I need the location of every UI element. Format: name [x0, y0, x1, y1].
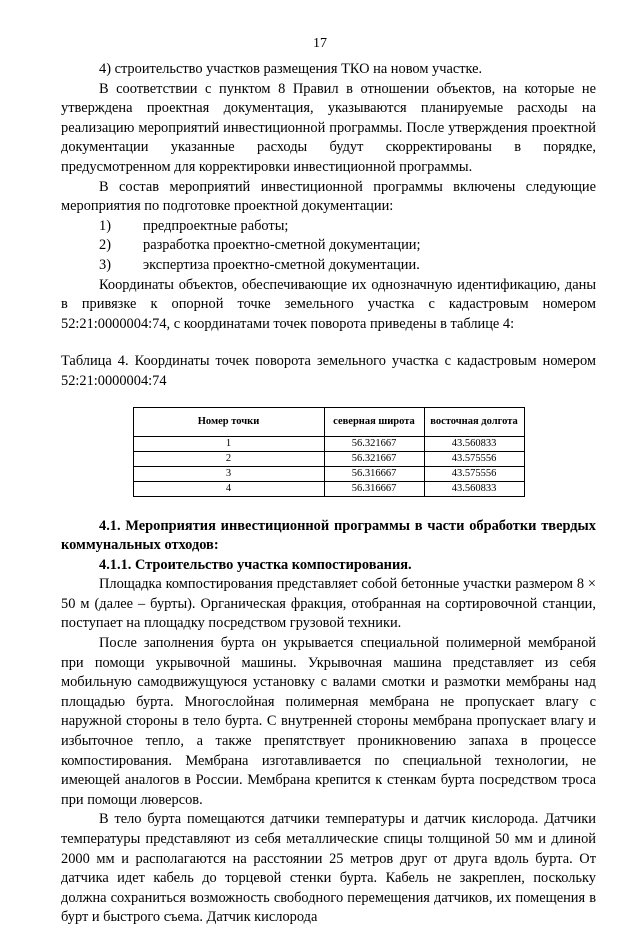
paragraph: После заполнения бурта он укрывается специальной полимерной мембраной при помощи укрывочной машины. Укрывочная машина представляет из себя мобильную самодвижущуюся установку с валами смотки и размотки мембраны над площадью бурта. Многослойная полимерная мембрана не пропускает влагу с наружной стороны в тело бурта. С внутренней стороны мембрана пропускает влагу и избыточное тепло, а также препятствует проникновению запаха в процессе компостирования. Мембрана изготавливается по специальной технологии, не имеющей аналогов в России. Мембрана крепится к стенкам бурта посредством троса при помощи люверсов.	[61, 635, 596, 808]
list-item	[61, 256, 596, 276]
table-cell: 43.575556	[424, 466, 524, 481]
coordinates-table	[133, 407, 525, 497]
list-number: 3)	[99, 256, 111, 273]
table-cell: 4	[133, 481, 324, 496]
column-header: северная широта	[324, 407, 424, 436]
page-number: 17	[313, 36, 327, 51]
paragraph: В соответствии с пунктом 8 Правил в отношении объектов, на которые не утверждена проектная документация, указываются планируемые расходы на реализацию мероприятий инвестиционной программы. После утверждения проектной документации указанные расходы будут скорректированы в порядке, предусмотренном для корректировки инвестиционной программы.	[61, 80, 596, 175]
page-content	[61, 60, 596, 928]
list-number: 1)	[99, 217, 111, 234]
table-cell: 2	[133, 451, 324, 466]
list-item	[61, 217, 596, 237]
table-cell: 1	[133, 436, 324, 451]
section-heading: 4.1. Мероприятия инвестиционной программы в части обработки твердых коммунальных отходов:	[61, 517, 596, 554]
paragraph: Площадка компостирования представляет собой бетонные участки размером 8 × 50 м (далее – бурты). Органическая фракция, отобранная на сортировочной станции, поступает на площадку посредством грузовой техники.	[61, 576, 596, 632]
table-cell: 56.316667	[324, 466, 424, 481]
table-cell: 56.316667	[324, 481, 424, 496]
table-cell: 43.560833	[424, 481, 524, 496]
table-row	[133, 481, 524, 496]
column-header: Номер точки	[133, 407, 324, 436]
column-header: восточная долгота	[424, 407, 524, 436]
list-item	[61, 236, 596, 256]
paragraph: В тело бурта помещаются датчики температуры и датчик кислорода. Датчики температуры представляют из себя металлические спицы толщиной 50 мм и длиной 2000 мм и располагаются на расстоянии 25 метров друг от друга вдоль бурта. От датчика идет кабель до торцевой стенки бурта. Кабель не закреплен, поскольку должна сохраниться возможность свободного перемещения датчиков, их помещения в бурт и быстрого съема. Датчик кислорода	[61, 811, 596, 926]
paragraph: Координаты объектов, обеспечивающие их однозначную идентификацию, даны в привязке к опорной точке земельного участка с кадастровым номером 52:21:0000004:74, с координатами точек поворота приведены в таблице 4:	[61, 276, 596, 332]
paragraph: В состав мероприятий инвестиционной программы включены следующие мероприятия по подготовке проектной документации:	[61, 178, 596, 215]
list-text: предпроектные работы;	[143, 217, 289, 234]
list-number: 2)	[99, 237, 111, 254]
table-row	[133, 451, 524, 466]
table-cell: 56.321667	[324, 436, 424, 451]
table-row	[133, 436, 524, 451]
intro-item: 4) строительство участков размещения ТКО на новом участке.	[99, 61, 483, 77]
table-cell: 3	[133, 466, 324, 481]
table-cell: 56.321667	[324, 451, 424, 466]
table-wrapper	[61, 407, 596, 497]
table-cell: 43.560833	[424, 436, 524, 451]
table-header-row	[133, 407, 524, 436]
table-cell: 43.575556	[424, 451, 524, 466]
list-text: экспертиза проектно-сметной документации.	[143, 256, 420, 273]
list-text: разработка проектно-сметной документации;	[143, 237, 421, 254]
subsection-heading: 4.1.1. Строительство участка компостирования.	[99, 556, 412, 573]
table-caption: Таблица 4. Координаты точек поворота земельного участка с кадастровым номером 52:21:0000004:74	[61, 353, 596, 389]
table-row	[133, 466, 524, 481]
